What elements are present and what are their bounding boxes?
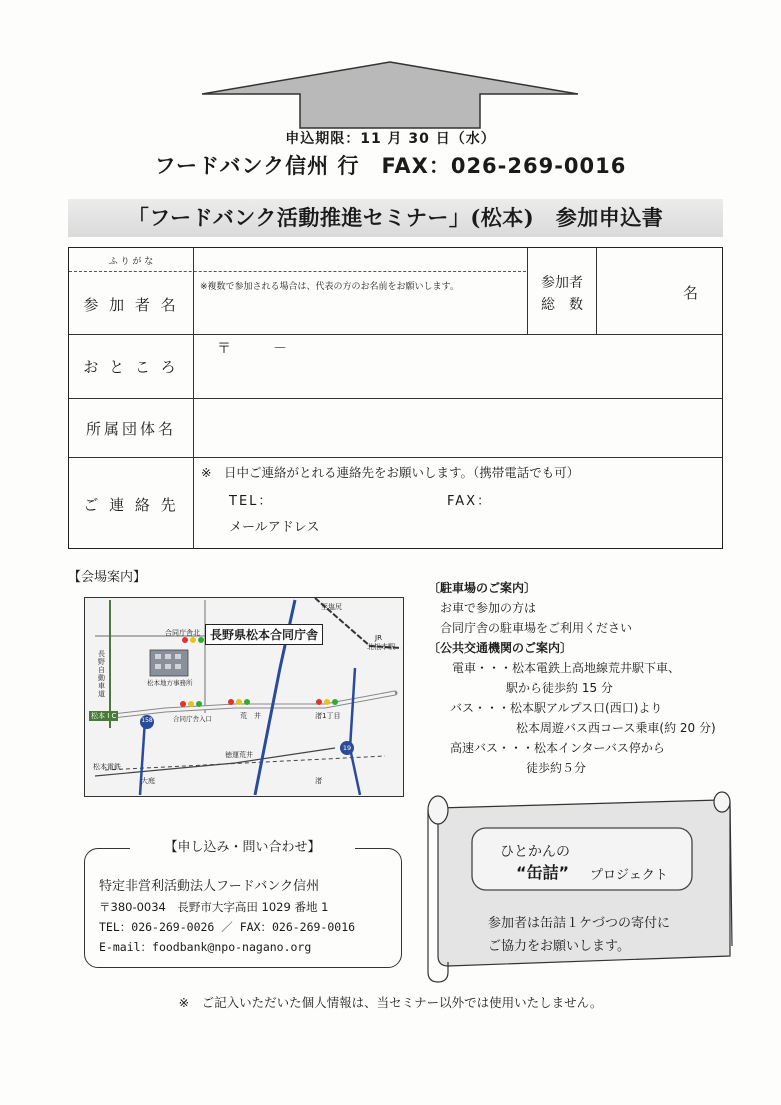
count-label-1: 参加者	[541, 275, 583, 291]
deadline-text: 申込期限：11 月 30 日（水）	[285, 131, 496, 147]
contact-org: 特定非営利活動法人フードバンク信州	[99, 879, 320, 894]
map-label-oniwa: 大庭	[141, 777, 155, 785]
participant-name-label: 参 加 者 名	[83, 296, 179, 314]
map-label-expressway: 長野自動車道	[98, 650, 105, 698]
project-name: プロジェクト	[590, 868, 668, 883]
contact-label: ご 連 絡 先	[83, 496, 179, 514]
parking-line-2: 合同庁舎の駐車場をご利用ください	[440, 621, 633, 635]
map-label-route158: 158	[141, 717, 153, 724]
bus-line-2: 松本周遊バス西コース乗車(約 20 分)	[516, 721, 716, 735]
fax-field[interactable]	[499, 488, 699, 508]
parking-line-1: お車で参加の方は	[440, 601, 537, 615]
map-label-nagisa1: 渚1丁目	[315, 712, 341, 720]
participant-count-field[interactable]	[599, 250, 689, 330]
map-title: 長野県松本合同庁舎	[205, 624, 323, 645]
train-line-1: 電車・・・松本電鉄上高地線荒井駅下車、	[452, 661, 681, 675]
organization-field[interactable]	[195, 400, 720, 455]
transit-heading: 〔公共交通機関のご案内〕	[428, 641, 573, 655]
fax-label: FAX：	[447, 494, 493, 509]
privacy-note: ※ ご記入いただいた個人情報は、当セミナー以外では使用いたしません。	[178, 995, 603, 1010]
map-label-dentetsu: 松本電鉄	[93, 763, 121, 771]
map-label-nagisa: 渚	[315, 777, 322, 785]
furigana-field[interactable]	[195, 249, 525, 270]
venue-heading: 【会場案内】	[68, 570, 147, 585]
contact-address: 〒380-0034 長野市大字高田 1029 番地 1	[99, 900, 329, 914]
contact-email[interactable]: E-mail：foodbank@npo-nagano.org	[99, 940, 312, 954]
map-label-matsumoto-ic: 松本 I C	[91, 712, 117, 720]
email-label: メールアドレス	[229, 520, 320, 535]
address-label: お と こ ろ	[83, 358, 179, 376]
highway-bus-line-2: 徒歩約５分	[526, 761, 587, 775]
scroll-banner-icon	[420, 786, 750, 986]
map-label-godo-iriguchi: 合同庁舎入口	[173, 715, 212, 723]
contact-telfax: TEL：026-269-0026 ／ FAX：026-269-0016	[99, 920, 356, 934]
fax-destination: フードバンク信州 行 FAX：026-269-0016	[154, 154, 627, 178]
form-title: 「フードバンク活動推進セミナー」(松本) 参加申込書	[127, 205, 664, 230]
map-label-godo-kita: 合同庁舎北	[165, 629, 200, 637]
organization-label: 所属団体名	[85, 420, 176, 438]
postal-mark: 〒 －	[217, 341, 287, 357]
count-label-2: 総 数	[541, 297, 583, 313]
train-line-2: 駅から徒歩約 15 分	[506, 681, 613, 695]
project-kanzume: “缶詰”	[516, 863, 570, 882]
email-field[interactable]	[329, 514, 699, 536]
access-info	[428, 578, 768, 778]
furigana-label: ふ り が な	[108, 257, 154, 267]
project-ask-1: 参加者は缶詰１ケづつの寄付に	[488, 916, 671, 931]
map-label-shiojiri: 至塩尻	[321, 603, 342, 611]
name-note: ※複数で参加される場合は、代表の方のお名前をお願いします。	[200, 282, 459, 292]
contact-box	[84, 848, 402, 968]
project-line-1: ひとかんの	[500, 844, 570, 860]
count-unit: 名	[683, 284, 699, 302]
map-label-route19: 19	[342, 744, 352, 752]
tel-field[interactable]	[284, 488, 434, 508]
participant-name-field[interactable]	[195, 293, 525, 331]
contact-note: ※ 日中ご連絡がとれる連絡先をお願いします。（携帯電話でも可）	[201, 465, 580, 480]
address-field[interactable]	[195, 336, 720, 396]
application-form	[68, 247, 723, 549]
form-title-band	[68, 199, 723, 237]
highway-bus-line-1: 高速バス・・・松本インターバス停から	[450, 741, 665, 755]
bus-line-1: バス・・・松本駅アルプス口(西口)より	[450, 701, 663, 715]
map-label-jr: JR	[375, 634, 382, 642]
map-label-tokuun-arai: 徳運荒井	[225, 751, 253, 759]
map-label-kitamatsumoto: 北松本駅	[367, 643, 395, 651]
project-ask-2: ご協力をお願いします。	[488, 939, 630, 954]
contact-title: 【申し込み・問い合わせ】	[130, 836, 355, 855]
venue-map	[84, 597, 404, 797]
map-label-arai: 荒 井	[240, 712, 261, 720]
parking-heading: 〔駐車場のご案内〕	[428, 581, 537, 595]
map-label-office: 松本地方事務所	[147, 679, 193, 687]
upward-arrow-icon	[200, 58, 580, 130]
tel-label: TEL：	[229, 494, 274, 509]
